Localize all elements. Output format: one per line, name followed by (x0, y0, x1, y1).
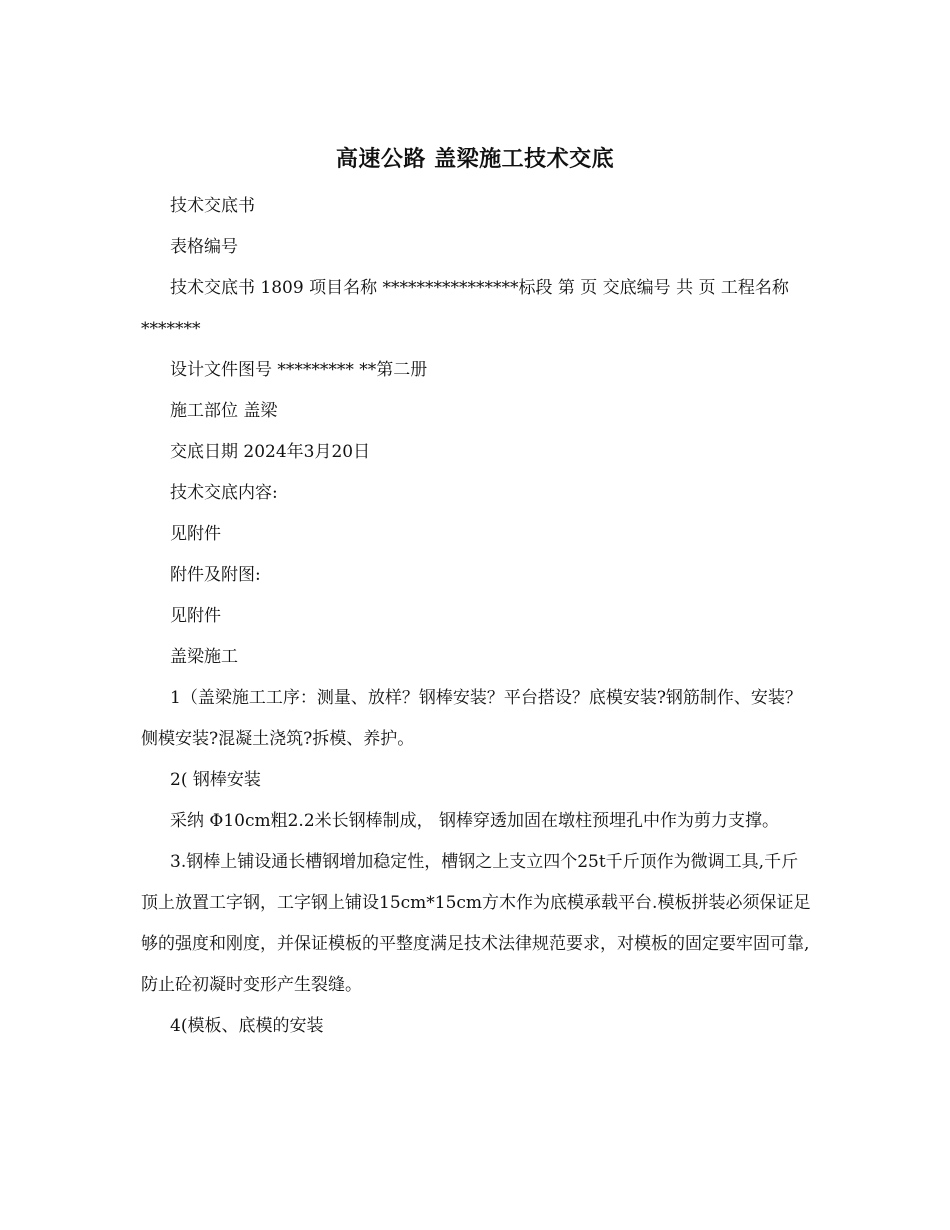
paragraph-14: 采纳 Φ10cm粗2.2米长钢棒制成， 钢棒穿透加固在墩柱预埋孔中作为剪力支撑。 (170, 811, 780, 831)
paragraph-12: 1（盖梁施工工序：测量、放样？钢棒安装？平台搭设？底模安装?钢筋制作、安装？侧模安装?混凝土浇筑?拆模、养护。 (141, 688, 802, 749)
paragraph-3: 技术交底书 1809 项目名称 ****************标段 第 页 交底编号 共 页 工程名称 ******* (141, 278, 789, 339)
paragraph-8: 见附件 (170, 524, 221, 544)
paragraph-4: 设计文件图号 ********* **第二册 (170, 360, 428, 380)
paragraph-10: 见附件 (170, 606, 221, 626)
document-title: 高速公路 盖梁施工技术交底 (335, 146, 615, 172)
paragraph-7: 技术交底内容: (170, 483, 278, 503)
paragraph-13: 2( 钢棒安装 (170, 770, 261, 790)
paragraph-6: 交底日期 2024年3月20日 (170, 442, 371, 462)
paragraph-9: 附件及附图: (170, 565, 261, 585)
paragraph-16: 4(模板、底模的安装 (170, 1016, 324, 1036)
paragraph-1: 技术交底书 (170, 196, 255, 216)
document-body (141, 186, 813, 1047)
paragraph-2: 表格编号 (170, 237, 238, 257)
paragraph-11: 盖梁施工 (170, 647, 238, 667)
paragraph-15: 3.钢棒上铺设通长槽钢增加稳定性，槽钢之上支立四个25t千斤顶作为微调工具,千斤顶上放置工字钢，工字钢上铺设15cm*15cm方木作为底模承载平台.模板拼装必须保证足够的强度和刚度，并保证模板的平整度满足技术法律规范要求，对模板的固定要牢固可靠,防止砼初凝时变形产生裂缝。 (141, 852, 811, 995)
paragraph-5: 施工部位 盖梁 (170, 401, 278, 421)
